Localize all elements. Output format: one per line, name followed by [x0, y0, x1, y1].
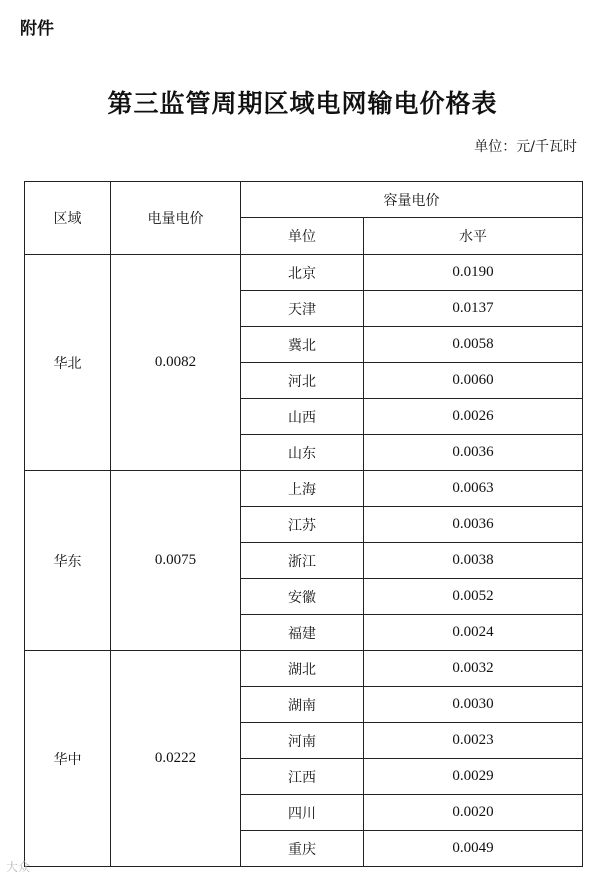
- energy-price-value: 0.0222: [111, 651, 241, 867]
- unit-note: 单位：元/千瓦时: [474, 139, 577, 155]
- unit-cell: 湖北: [241, 651, 364, 687]
- level-cell: 0.0023: [364, 723, 583, 759]
- unit-cell: 山西: [241, 399, 364, 435]
- unit-cell: 四川: [241, 795, 364, 831]
- page-title: 第三监管周期区域电网输电价格表: [107, 89, 498, 118]
- unit-cell: 安徽: [241, 579, 364, 615]
- attachment-label: 附件: [20, 19, 54, 39]
- region-name: 华东: [25, 471, 111, 651]
- header-region: 区域: [25, 182, 111, 255]
- level-cell: 0.0032: [364, 651, 583, 687]
- unit-cell: 江西: [241, 759, 364, 795]
- unit-cell: 湖南: [241, 687, 364, 723]
- level-cell: 0.0190: [364, 255, 583, 291]
- level-cell: 0.0026: [364, 399, 583, 435]
- unit-cell: 冀北: [241, 327, 364, 363]
- header-energy-price: 电量电价: [111, 182, 241, 255]
- table-row: [25, 651, 583, 687]
- level-cell: 0.0049: [364, 831, 583, 867]
- unit-cell: 上海: [241, 471, 364, 507]
- unit-cell: 福建: [241, 615, 364, 651]
- level-cell: 0.0137: [364, 291, 583, 327]
- region-name: 华中: [25, 651, 111, 867]
- level-cell: 0.0052: [364, 579, 583, 615]
- price-table: [24, 181, 583, 867]
- level-cell: 0.0036: [364, 507, 583, 543]
- watermark: 大众: [6, 860, 31, 874]
- header-capacity-price: 容量电价: [241, 182, 583, 218]
- level-cell: 0.0030: [364, 687, 583, 723]
- level-cell: 0.0036: [364, 435, 583, 471]
- unit-cell: 北京: [241, 255, 364, 291]
- level-cell: 0.0058: [364, 327, 583, 363]
- unit-cell: 浙江: [241, 543, 364, 579]
- level-cell: 0.0020: [364, 795, 583, 831]
- unit-cell: 山东: [241, 435, 364, 471]
- energy-price-value: 0.0082: [111, 255, 241, 471]
- unit-cell: 重庆: [241, 831, 364, 867]
- level-cell: 0.0060: [364, 363, 583, 399]
- level-cell: 0.0063: [364, 471, 583, 507]
- level-cell: 0.0024: [364, 615, 583, 651]
- unit-cell: 河北: [241, 363, 364, 399]
- table-row: [25, 255, 583, 291]
- region-name: 华北: [25, 255, 111, 471]
- unit-cell: 江苏: [241, 507, 364, 543]
- energy-price-value: 0.0075: [111, 471, 241, 651]
- header-unit: 单位: [241, 218, 364, 255]
- unit-cell: 天津: [241, 291, 364, 327]
- unit-cell: 河南: [241, 723, 364, 759]
- level-cell: 0.0038: [364, 543, 583, 579]
- table-row: [25, 471, 583, 507]
- level-cell: 0.0029: [364, 759, 583, 795]
- header-level: 水平: [364, 218, 583, 255]
